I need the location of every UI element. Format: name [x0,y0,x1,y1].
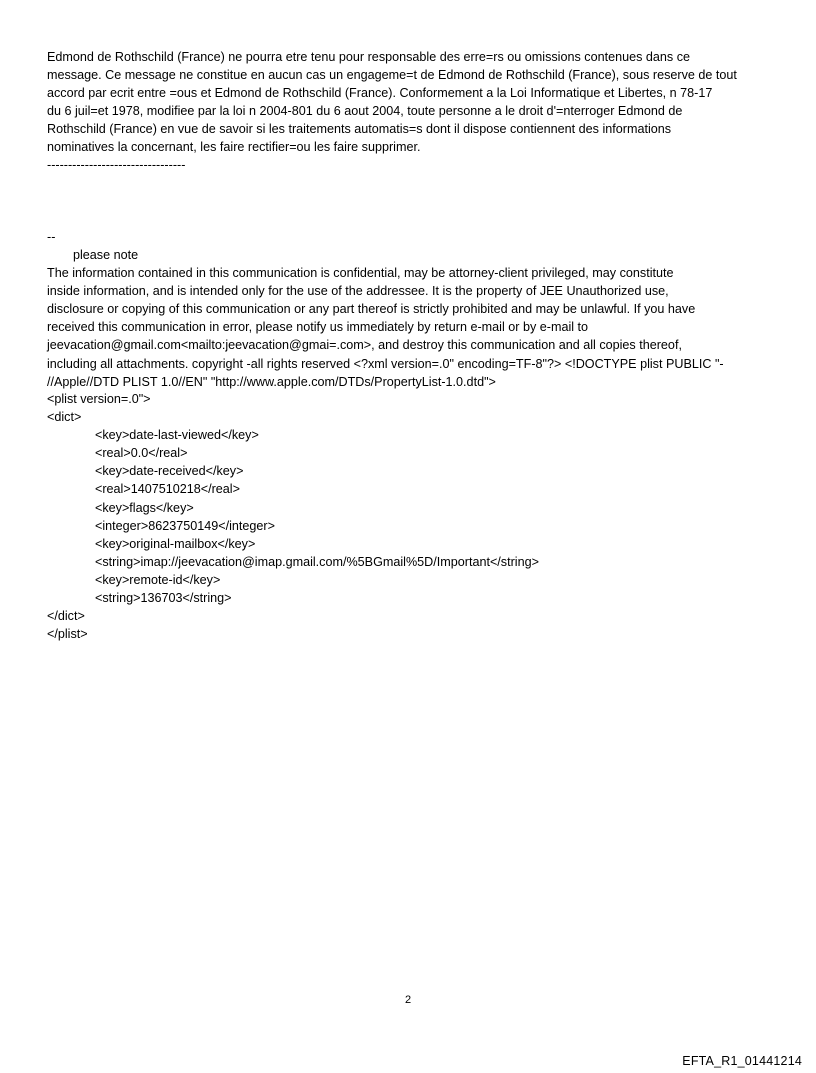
confidentiality-notice [47,246,787,391]
bates-number: EFTA_R1_01441214 [682,1054,802,1068]
notice-line: The information contained in this communication is confidential, may be attorney-client privileged, may constitute [47,266,674,281]
plist-entry: <key>original-mailbox</key> [95,536,256,551]
french-disclaimer [47,48,787,157]
plist-entry: <string>imap://jeevacation@imap.gmail.com/%5BGmail%5D/Important</string> [95,554,539,569]
disclaimer-line: accord par ecrit entre =ous et Edmond de Rothschild (France). Conformement a la Loi Informatique et Libertes, n 78-17 [47,86,713,101]
notice-line: disclosure or copying of this communication or any part thereof is strictly prohibited and may be unlawful. If you have [47,302,696,317]
separator-text: --------------------------------- [47,158,186,172]
plist-entry: <key>flags</key> [95,500,194,515]
notice-line: //Apple//DTD PLIST 1.0//EN" "http://www.apple.com/DTDs/PropertyList-1.0.dtd"> [47,374,496,389]
disclaimer-line: nominatives la concernant, les faire rectifier=ou les faire supprimer. [47,140,421,155]
plist-entry: <key>remote-id</key> [95,572,221,587]
notice-line: including all attachments. copyright -all rights reserved <?xml version=.0" encoding=TF-8"?> <!DOCTYPE plist PUBLIC "- [47,356,724,371]
separator-line [47,156,787,174]
plist-close-tag: </plist> [47,627,88,642]
disclaimer-line: message. Ce message ne constitue en aucun cas un engageme=t de Edmond de Rothschild (France), sous reserve de tout [47,68,737,83]
plist-entry: <key>date-received</key> [95,464,244,479]
disclaimer-line: Rothschild (France) en vue de savoir si les traitements automatis=s dont il dispose contiennent des informations [47,122,672,137]
plist-entry: <key>date-last-viewed</key> [95,428,259,443]
signature-dash: -- [47,230,56,244]
dict-open-tag: <dict> [47,410,82,425]
notice-heading: please note [73,248,139,262]
dict-close-tag: </dict> [47,609,85,624]
disclaimer-line: Edmond de Rothschild (France) ne pourra etre tenu pour responsable des erre=rs ou omissions contenues dans ce [47,50,690,64]
plist-entry: <string>136703</string> [95,591,232,606]
plist-entry: <real>1407510218</real> [95,482,240,497]
notice-line: received this communication in error, please notify us immediately by return e-mail or by e-mail to [47,320,589,335]
notice-line: inside information, and is intended only for the use of the addressee. It is the property of JEE Unauthorized use, [47,284,669,299]
plist-open-tag: <plist version=.0"> [47,392,151,406]
plist-metadata [47,390,787,643]
signature-delimiter [47,228,787,246]
page-number: 2 [404,994,412,1006]
plist-entry: <real>0.0</real> [95,446,188,461]
plist-entry: <integer>8623750149</integer> [95,518,275,533]
disclaimer-line: du 6 juil=et 1978, modifiee par la loi n 2004-801 du 6 aout 2004, toute personne a le droit d'=nterroger Edmond de [47,104,683,119]
notice-line: jeevacation@gmail.com<mailto:jeevacation@gmai=.com>, and destroy this communication and all copies thereof, [47,338,682,353]
